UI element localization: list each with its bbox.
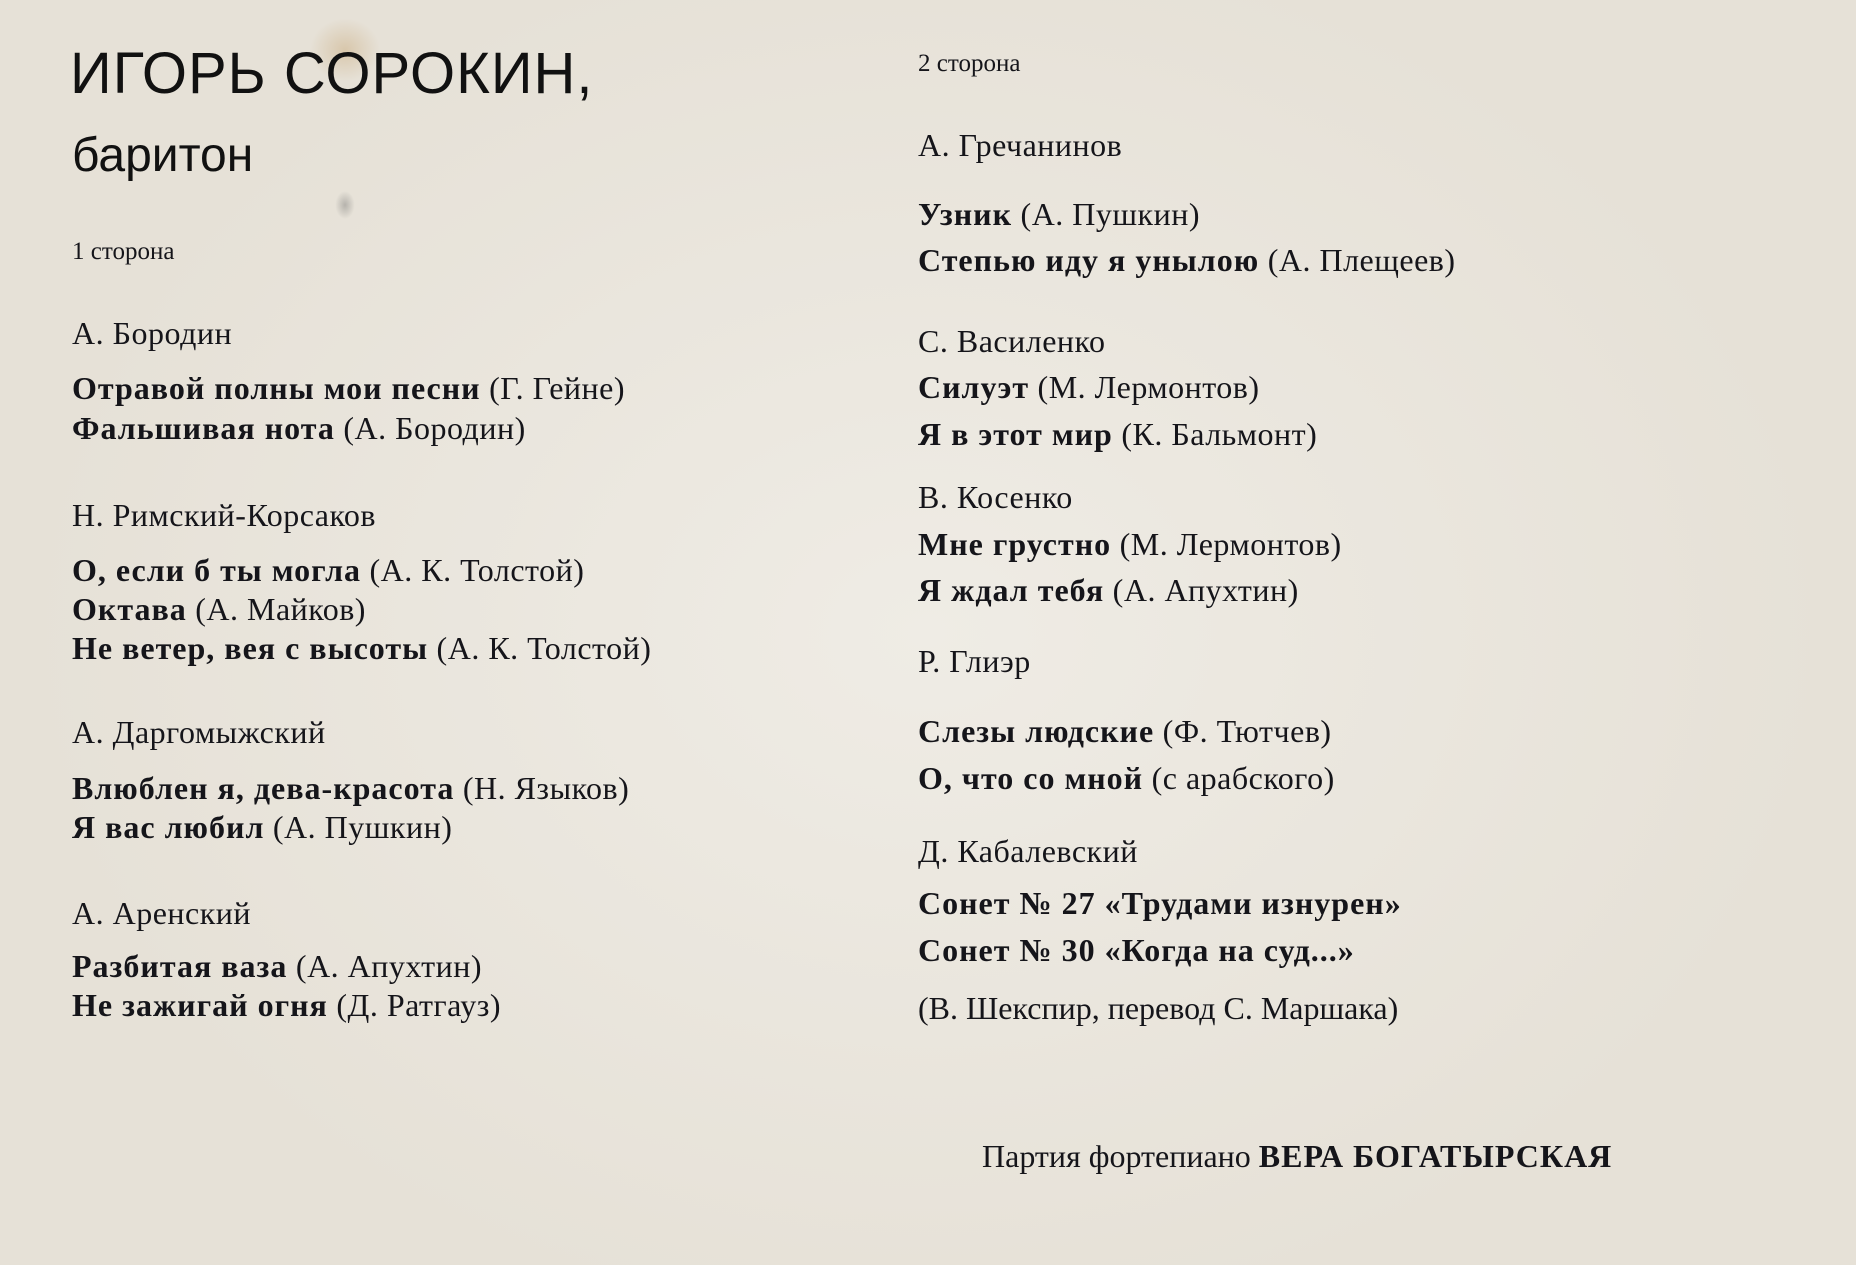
- piano-credit: Партия фортепиано ВЕРА БОГАТЫРСКАЯ: [982, 1138, 1613, 1174]
- translation-note: (В. Шекспир, перевод С. Маршака): [918, 990, 1399, 1026]
- track-item: Не ветер, вея с высоты (А. К. Толстой): [72, 630, 652, 666]
- track-item: О, что со мной (с арабского): [918, 760, 1335, 796]
- composer-arensky: А. Аренский: [72, 895, 252, 931]
- track-item: Сонет № 30 «Когда на суд...»: [918, 932, 1355, 968]
- composer-gliere: Р. Глиэр: [918, 643, 1031, 679]
- track-item: Слезы людские (Ф. Тютчев): [918, 713, 1332, 749]
- composer-kosenko: В. Косенко: [918, 479, 1073, 515]
- side-1-label: 1 сторона: [72, 238, 175, 265]
- track-item: О, если б ты могла (А. К. Толстой): [72, 552, 585, 588]
- track-item: Фальшивая нота (А. Бородин): [72, 410, 526, 446]
- voice-type: баритон: [72, 129, 254, 182]
- track-item: Разбитая ваза (А. Апухтин): [72, 948, 482, 984]
- pianist-name: ВЕРА БОГАТЫРСКАЯ: [1258, 1138, 1613, 1174]
- composer-rimsky-korsakov: Н. Римский-Корсаков: [72, 497, 377, 533]
- side-2-label: 2 сторона: [918, 50, 1021, 77]
- track-item: Узник (А. Пушкин): [918, 196, 1200, 232]
- track-item: Отравой полны мои песни (Г. Гейне): [72, 370, 626, 406]
- track-item: Степью иду я унылою (А. Плещеев): [918, 242, 1456, 278]
- track-item: Сонет № 27 «Трудами изнурен»: [918, 885, 1402, 921]
- composer-borodin: А. Бородин: [72, 315, 233, 351]
- composer-dargomyzhsky: А. Даргомыжский: [72, 714, 326, 750]
- track-item: Я в этот мир (К. Бальмонт): [918, 416, 1318, 452]
- track-item: Я вас любил (А. Пушкин): [72, 809, 453, 845]
- track-item: Влюблен я, дева-красота (Н. Языков): [72, 770, 630, 806]
- track-item: Мне грустно (М. Лермонтов): [918, 526, 1342, 562]
- composer-vasilenko: С. Василенко: [918, 323, 1106, 359]
- composer-kabalevsky: Д. Кабалевский: [918, 833, 1138, 869]
- track-item: Не зажигай огня (Д. Ратгауз): [72, 987, 501, 1023]
- artist-name: ИГОРЬ СОРОКИН,: [70, 41, 594, 106]
- track-item: Силуэт (М. Лермонтов): [918, 369, 1260, 405]
- composer-grechaninov: А. Гречанинов: [918, 127, 1123, 163]
- track-item: Октава (А. Майков): [72, 591, 366, 627]
- track-item: Я ждал тебя (А. Апухтин): [918, 572, 1299, 608]
